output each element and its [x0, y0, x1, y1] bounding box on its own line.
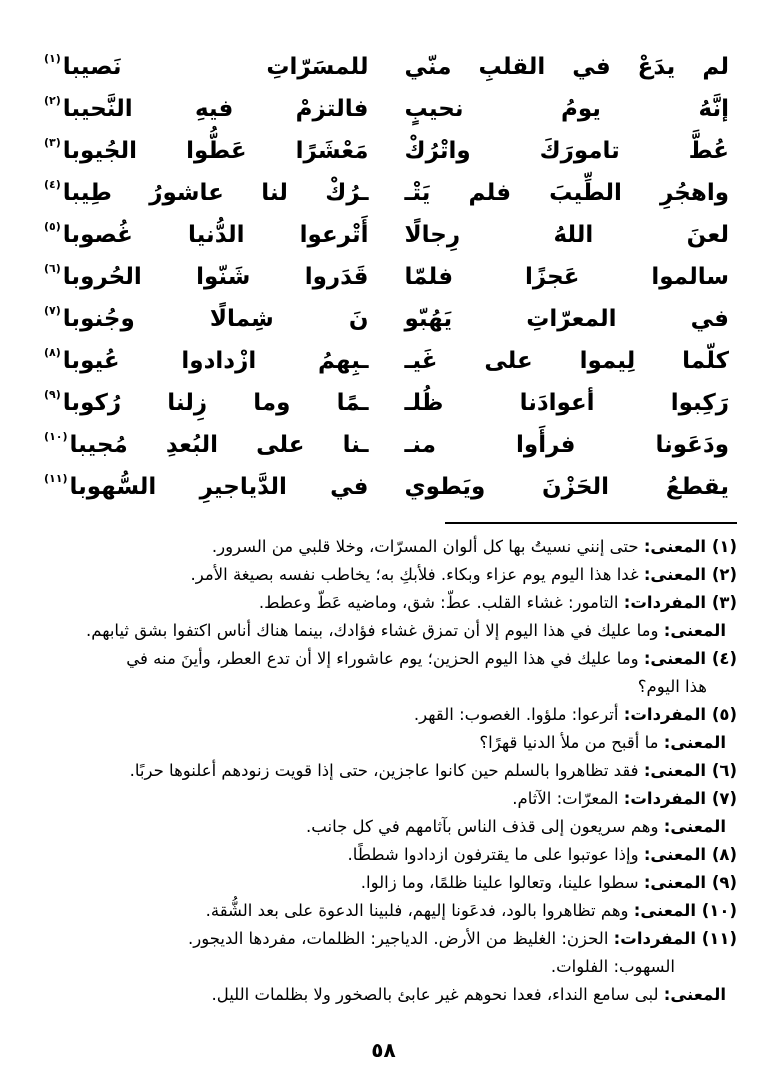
footnote-ref: (١١)	[44, 471, 68, 485]
verse-word: شَنّوا	[196, 264, 251, 291]
verse-word: نَ	[348, 306, 369, 333]
verse-line	[44, 250, 729, 292]
verse-word: لنا	[261, 180, 288, 207]
footnote-ref: (٩)	[44, 387, 61, 401]
verse-word: ازْدادوا	[181, 348, 257, 375]
verse-word: البُعدِ	[165, 432, 219, 459]
verse-word: فرأَوا	[516, 432, 576, 459]
hemistich-first	[405, 138, 730, 166]
verse-word: ظُلـ	[404, 390, 444, 417]
footnote-text: المعرّات: الآثام.	[512, 789, 624, 808]
verse-word: فالتزمْ	[295, 96, 369, 123]
verse-word: وجُنوبا$^{(٧)}$	[44, 303, 135, 333]
verse-word: في	[690, 306, 729, 333]
footnote-label: (٤) المعنى:	[643, 649, 737, 668]
verse-word: منّي	[404, 54, 452, 81]
footnote-text: هذا اليوم؟	[637, 677, 707, 696]
footnote-ref: (٨)	[44, 345, 61, 359]
footnote-line	[30, 925, 737, 953]
footnote-line	[30, 869, 737, 897]
verse-word: يقطعُ	[665, 474, 729, 501]
footnote-label: (٥) المفردات:	[623, 705, 737, 724]
footnote-text: فقد تظاهروا بالسلم حين كانوا عاجزين، حتى إذا قويت زنودهم أعلنوها حربًا.	[129, 761, 644, 780]
poem	[44, 40, 729, 502]
footnote-text: وما عليك في هذا اليوم الحزين؛ يوم عاشوراء إلا أن تدع العطر، وأينَ منه في	[126, 649, 644, 668]
verse-word: وما	[253, 390, 291, 417]
footnote-ref: (١٠)	[44, 429, 68, 443]
footnotes	[30, 533, 737, 1009]
footnote-text: وما عليك في هذا اليوم إلا أن تمزق غشاء فؤادك، بينما هناك أناس اكتفوا بشق ثيابهم.	[86, 621, 664, 640]
verse-word: فيهِ	[194, 96, 234, 123]
verse-word: المعرّاتِ	[526, 306, 617, 333]
verse-word: القلبِ	[478, 54, 546, 81]
footnote-text: ما أقبح من ملأ الدنيا قهرًا؟	[479, 733, 664, 752]
footnote-separator	[445, 522, 737, 524]
hemistich-first	[405, 348, 730, 376]
hemistich-first	[405, 264, 730, 292]
verse-word: الجُيوبا$^{(٣)}$	[44, 135, 137, 165]
verse-word: منـ	[404, 432, 437, 459]
verse-word: مُجيبا$^{(١٠)}$	[44, 429, 128, 459]
hemistich-second	[44, 177, 369, 208]
verse-word: للمسَرّاتِ	[266, 54, 369, 81]
verse-word: الطِّيبَ	[549, 180, 622, 207]
footnote-label: المعنى:	[663, 817, 726, 836]
footnote-text: التامور: غشاء القلب. عطّ: شق، وماضيه عَطّ وعطط.	[258, 593, 624, 612]
verse-word: واتْرُكْ	[404, 138, 471, 165]
verse-line	[44, 376, 729, 418]
footnote-line	[30, 813, 737, 841]
footnote-line	[30, 561, 737, 589]
verse-word: عَطُّوا	[186, 138, 247, 165]
verse-word: السُّهوبا$^{(١١)}$	[44, 471, 157, 501]
hemistich-first	[405, 390, 730, 418]
footnote-text: وهم تظاهروا بالود، فدعَونا إليهم، فلبينا الدعوة على بعد الشُّقة.	[205, 901, 634, 920]
verse-word: زِلنا	[167, 390, 208, 417]
verse-word: قَدَروا	[304, 264, 369, 291]
footnote-label: (١١) المفردات:	[613, 929, 737, 948]
footnote-line	[30, 897, 737, 925]
footnote-label: (٢) المعنى:	[643, 565, 737, 584]
verse-word: الحَزْنَ	[542, 474, 610, 501]
footnote-line	[30, 729, 737, 757]
footnote-label: المعنى:	[663, 985, 726, 1004]
hemistich-second	[44, 303, 369, 334]
footnote-ref: (١)	[44, 51, 61, 65]
verse-word: عَجزًا	[524, 264, 580, 291]
verse-word: رَكِبوا	[670, 390, 729, 417]
verse-word: فلم	[468, 180, 512, 207]
verse-word: يَتْـ	[404, 180, 431, 207]
verse-word: أعوادَنا	[519, 390, 595, 417]
verse-word: لعنَ	[686, 222, 729, 249]
verse-word: لم	[702, 54, 729, 81]
verse-word: مَعْشَرًا	[295, 138, 369, 165]
footnote-ref: (٤)	[44, 177, 61, 191]
verse-word: لِيموا	[579, 348, 636, 375]
verse-word: نَصيبا$^{(١)}$	[44, 51, 122, 81]
verse-line	[44, 292, 729, 334]
footnote-ref: (٦)	[44, 261, 61, 275]
verse-word: ـنا	[342, 432, 369, 459]
verse-word: ـرُكْ	[325, 180, 369, 207]
verse-line	[44, 460, 729, 502]
verse-line	[44, 82, 729, 124]
verse-word: شِمالًا	[209, 306, 274, 333]
verse-word: الحُروبا$^{(٦)}$	[44, 261, 142, 291]
verse-word: واهجُرِ	[659, 180, 729, 207]
hemistich-second	[44, 387, 369, 418]
footnote-text: حتى إنني نسيتُ بها كل ألوان المسرّات، وخلا قلبي من السرور.	[211, 537, 644, 556]
hemistich-second	[44, 51, 369, 82]
verse-word: غَيـ	[404, 348, 438, 375]
footnote-ref: (٢)	[44, 93, 61, 107]
footnote-text: السهوب: الفلوات.	[550, 957, 675, 976]
verse-word: رِجالًا	[404, 222, 461, 249]
footnote-label: المعنى:	[663, 733, 726, 752]
verse-line	[44, 418, 729, 460]
verse-word: النَّحيبا$^{(٢)}$	[44, 93, 133, 123]
footnote-text: الحزن: الغليظ من الأرض. الدياجير: الظلمات، مفردها الديجور.	[188, 929, 614, 948]
verse-word: نحيبٍ	[404, 96, 464, 123]
verse-word: على	[484, 348, 533, 375]
hemistich-first	[405, 180, 730, 208]
footnote-label: المعنى:	[663, 621, 726, 640]
verse-word: عُيوبا$^{(٨)}$	[44, 345, 120, 375]
hemistich-first	[405, 474, 730, 502]
verse-word: يومُ	[561, 96, 601, 123]
footnote-text: غدا هذا اليوم يوم عزاء وبكاء. فلأبكِ به؛ يخاطب نفسه بصيغة الأمر.	[190, 565, 644, 584]
verse-word: يَهُبّو	[404, 306, 453, 333]
verse-line	[44, 334, 729, 376]
footnote-text: لبى سامع النداء، فعدا نحوهم غير عابئ بالصخور ولا بظلمات الليل.	[211, 985, 664, 1004]
verse-word: اللهُ	[553, 222, 594, 249]
verse-line	[44, 124, 729, 166]
verse-word: ـمًا	[336, 390, 369, 417]
verse-word: إنَّهُ	[698, 96, 729, 123]
verse-word: الدُّنيا	[188, 222, 245, 249]
verse-word: في	[572, 54, 611, 81]
footnote-ref: (٣)	[44, 135, 61, 149]
footnote-text: أترعوا: ملؤوا. الغصوب: القهر.	[413, 705, 624, 724]
verse-word: تامورَكَ	[539, 138, 620, 165]
footnote-label: (٧) المفردات:	[623, 789, 737, 808]
footnote-ref: (٥)	[44, 219, 61, 233]
verse-word: غُصوبا$^{(٥)}$	[44, 219, 133, 249]
verse-word: عُطَّ	[688, 138, 729, 165]
verse-word: سالموا	[651, 264, 729, 291]
hemistich-second	[44, 261, 369, 292]
verse-word: ـبِهمُ	[318, 348, 369, 375]
footnote-label: (٩) المعنى:	[643, 873, 737, 892]
hemistich-second	[44, 345, 369, 376]
hemistich-second	[44, 429, 369, 460]
footnote-line	[30, 981, 737, 1009]
hemistich-first	[405, 54, 730, 82]
verse-line	[44, 208, 729, 250]
footnote-ref: (٧)	[44, 303, 61, 317]
hemistich-second	[44, 471, 369, 502]
footnote-line	[30, 785, 737, 813]
hemistich-first	[405, 432, 730, 460]
footnote-line	[30, 589, 737, 617]
page-number: ٥٨	[371, 1038, 396, 1062]
verse-word: عاشورُ	[149, 180, 224, 207]
footnote-label: (١٠) المعنى:	[633, 901, 737, 920]
verse-word: كلّما	[682, 348, 729, 375]
footnote-label: (٨) المعنى:	[643, 845, 737, 864]
footnote-text: سطوا علينا، وتعالوا علينا ظلمًا، وما زالوا.	[360, 873, 644, 892]
footnote-label: (٦) المعنى:	[643, 761, 737, 780]
hemistich-second	[44, 219, 369, 250]
footnote-line	[30, 953, 737, 981]
verse-word: يدَعْ	[637, 54, 676, 81]
verse-word: طِيبا$^{(٤)}$	[44, 177, 112, 207]
hemistich-first	[405, 96, 730, 124]
footnote-text: وإذا عوتبوا على ما يقترفون ازدادوا شططًا.	[347, 845, 644, 864]
footnote-line	[30, 757, 737, 785]
hemistich-first	[405, 222, 730, 250]
hemistich-second	[44, 135, 369, 166]
verse-word: ودَعَونا	[655, 432, 729, 459]
verse-word: على	[256, 432, 305, 459]
footnote-line	[30, 841, 737, 869]
verse-line	[44, 40, 729, 82]
footnote-line	[30, 673, 737, 701]
footnote-line	[30, 645, 737, 673]
verse-word: ويَطوي	[404, 474, 486, 501]
footnote-line	[30, 617, 737, 645]
footnote-label: (٣) المفردات:	[623, 593, 737, 612]
footnote-line	[30, 701, 737, 729]
hemistich-first	[405, 306, 730, 334]
verse-word: رُكوبا$^{(٩)}$	[44, 387, 122, 417]
verse-word: في	[330, 474, 369, 501]
footnote-line	[30, 533, 737, 561]
footnote-text: وهم سريعون إلى قذف الناس بآثامهم في كل جانب.	[306, 817, 664, 836]
verse-word: فلمّا	[404, 264, 454, 291]
verse-line	[44, 166, 729, 208]
hemistich-second	[44, 93, 369, 124]
footnote-label: (١) المعنى:	[643, 537, 737, 556]
verse-word: الدَّياجيرِ	[199, 474, 287, 501]
verse-word: أَتْرعوا	[299, 222, 369, 249]
